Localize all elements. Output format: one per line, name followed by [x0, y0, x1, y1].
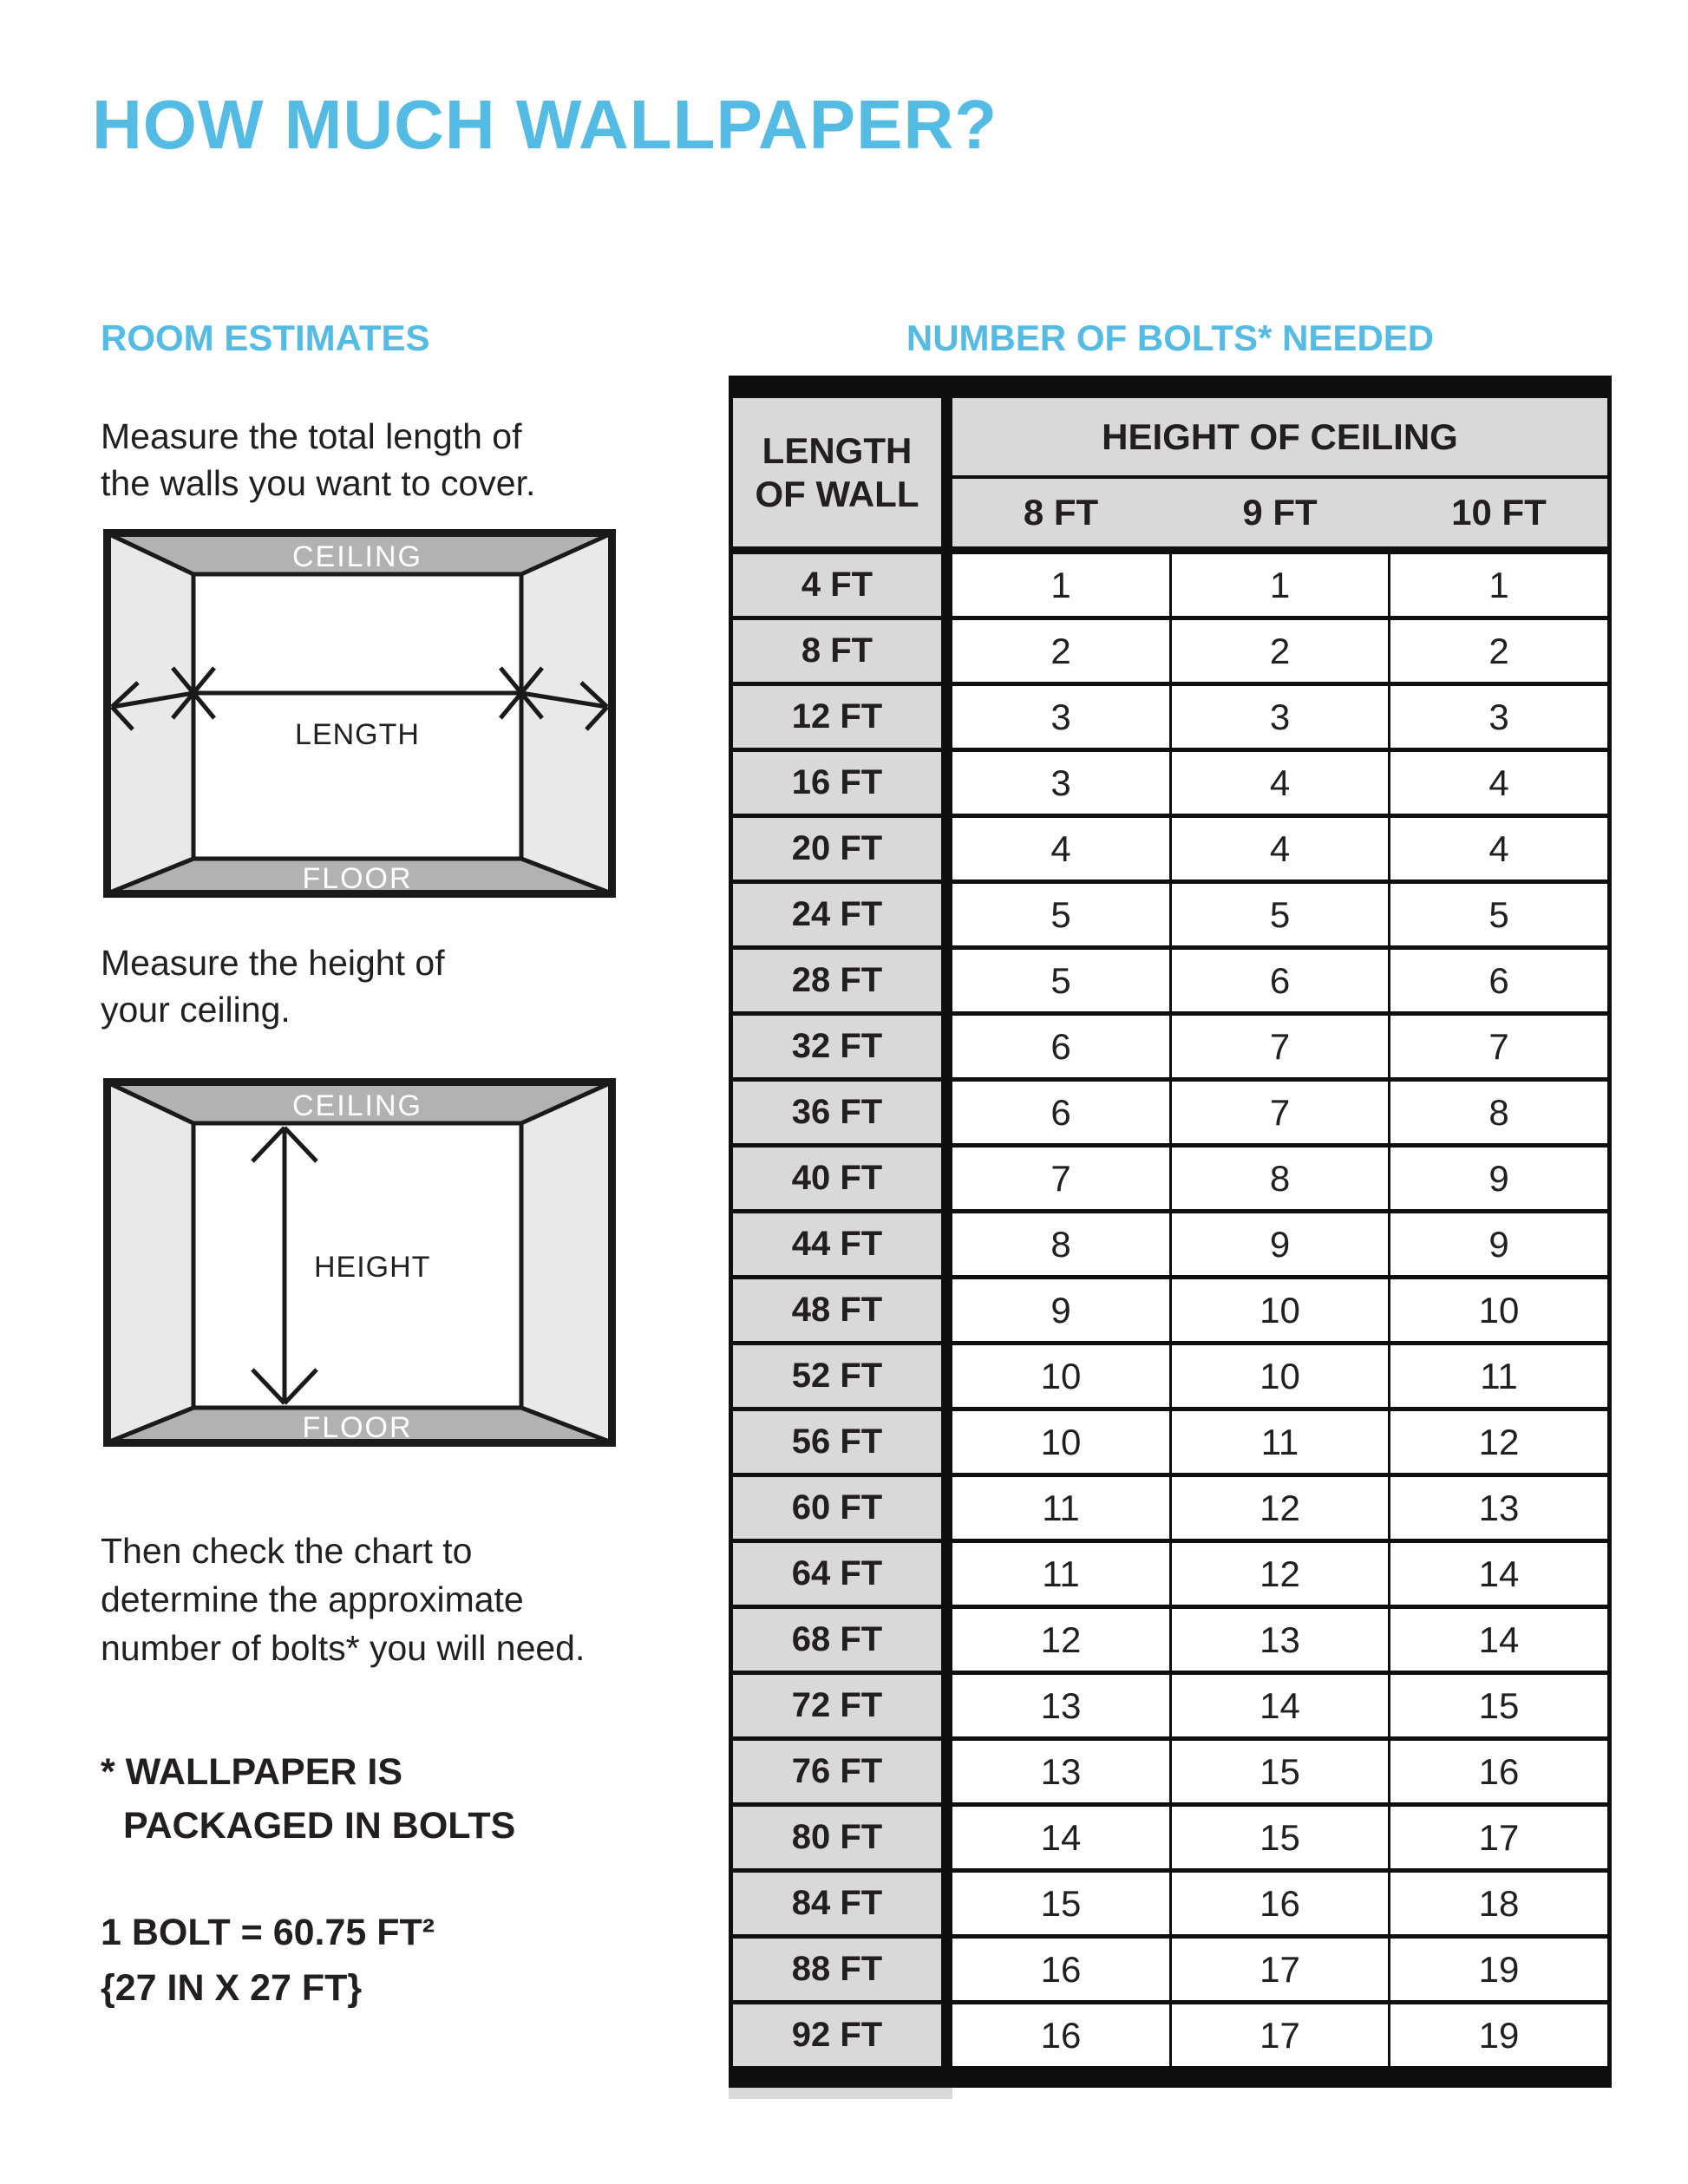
row-label: 88 FT [733, 1939, 941, 2000]
cell-9ft: 7 [1172, 1016, 1388, 1077]
row-label: 64 FT [733, 1543, 941, 1605]
check-chart-paragraph [101, 1527, 585, 1672]
table-vertical-divider [941, 1345, 952, 1407]
cell-9ft: 15 [1172, 1807, 1388, 1868]
table-row [733, 1939, 1607, 2004]
cell-10ft: 17 [1390, 1807, 1607, 1868]
paragraph-line: Measure the height of [101, 943, 445, 983]
page-title: HOW MUCH WALLPAPER? [92, 86, 998, 163]
row-label: 56 FT [733, 1411, 941, 1473]
footnote-line: {27 IN X 27 FT} [101, 1967, 363, 2009]
table-row [733, 1411, 1607, 1477]
footnote-line: * WALLPAPER IS [101, 1751, 403, 1793]
cell-9ft: 15 [1172, 1741, 1388, 1802]
row-label: 4 FT [733, 554, 941, 616]
cell-9ft: 9 [1172, 1213, 1388, 1275]
ceiling-label: CEILING [291, 540, 423, 573]
cell-9ft: 3 [1172, 686, 1388, 748]
row-label: 32 FT [733, 1016, 941, 1077]
cell-8ft: 16 [952, 1939, 1169, 2000]
table-vertical-divider [941, 1873, 952, 1934]
cell-9ft: 13 [1172, 1609, 1388, 1671]
cell-8ft: 11 [952, 1477, 1169, 1539]
cell-8ft: 2 [952, 620, 1169, 682]
row-label: 12 FT [733, 686, 941, 748]
table-row [733, 554, 1607, 620]
row-label: 76 FT [733, 1741, 941, 1802]
table-row [733, 1807, 1607, 1873]
room-height-diagram-svg [103, 1078, 616, 1447]
measure-length-paragraph [101, 413, 535, 507]
paragraph-line: your ceiling. [101, 990, 291, 1030]
table-vertical-divider [941, 686, 952, 748]
table-vertical-divider [941, 1213, 952, 1275]
header-line: LENGTH [762, 429, 913, 471]
room-estimates-heading: ROOM ESTIMATES [101, 317, 430, 358]
table-vertical-divider [941, 1082, 952, 1143]
cell-9ft: 6 [1172, 950, 1388, 1011]
table-row [733, 1675, 1607, 1741]
cell-8ft: 16 [952, 2004, 1169, 2066]
height-of-ceiling-header-group [952, 398, 1607, 546]
table-body [729, 554, 1612, 2070]
cell-9ft: 4 [1172, 752, 1388, 814]
cell-8ft: 11 [952, 1543, 1169, 1605]
bolts-table [729, 376, 1612, 2099]
row-label: 84 FT [733, 1873, 941, 1934]
cell-9ft: 10 [1172, 1279, 1388, 1341]
table-vertical-divider [941, 1807, 952, 1868]
cell-8ft: 6 [952, 1082, 1169, 1143]
cell-10ft: 19 [1390, 1939, 1607, 2000]
table-row [733, 1741, 1607, 1807]
cell-9ft: 4 [1172, 818, 1388, 879]
table-row [733, 884, 1607, 950]
cell-8ft: 14 [952, 1807, 1169, 1868]
cell-10ft: 4 [1390, 752, 1607, 814]
footnote-line: 1 BOLT = 60.75 FT² [101, 1912, 435, 1953]
table-vertical-divider [941, 1477, 952, 1539]
paragraph-line: number of bolts* you will need. [101, 1628, 586, 1668]
paragraph-line: Then check the chart to [101, 1531, 473, 1571]
table-vertical-divider [941, 1016, 952, 1077]
cell-10ft: 18 [1390, 1873, 1607, 1934]
table-vertical-divider [941, 620, 952, 682]
table-vertical-divider [941, 1675, 952, 1736]
cell-10ft: 19 [1390, 2004, 1607, 2066]
paragraph-line: the walls you want to cover. [101, 463, 536, 503]
table-vertical-divider [941, 752, 952, 814]
row-label: 40 FT [733, 1148, 941, 1209]
length-label: LENGTH [295, 718, 420, 751]
table-vertical-divider [941, 398, 952, 546]
cell-9ft: 7 [1172, 1082, 1388, 1143]
cell-9ft: 5 [1172, 884, 1388, 945]
table-vertical-divider [941, 2004, 952, 2066]
cell-10ft: 4 [1390, 818, 1607, 879]
table-row [733, 1213, 1607, 1279]
right-wall-surface [521, 1078, 616, 1447]
cell-10ft: 13 [1390, 1477, 1607, 1539]
table-header [729, 398, 1612, 554]
table-vertical-divider [941, 1411, 952, 1473]
cell-8ft: 10 [952, 1411, 1169, 1473]
table-vertical-divider [941, 818, 952, 879]
table-vertical-divider [941, 1543, 952, 1605]
subheader-10ft: 10 FT [1451, 492, 1547, 533]
row-label: 24 FT [733, 884, 941, 945]
subheader-8ft: 8 FT [1023, 492, 1099, 533]
table-row [733, 1873, 1607, 1939]
left-wall-surface [103, 1078, 193, 1447]
row-label: 28 FT [733, 950, 941, 1011]
subheader-9ft: 9 FT [1242, 492, 1318, 533]
cell-8ft: 5 [952, 884, 1169, 945]
ceiling-height-subheader-row [952, 479, 1607, 546]
cell-8ft: 5 [952, 950, 1169, 1011]
row-label: 72 FT [733, 1675, 941, 1736]
cell-9ft: 12 [1172, 1543, 1388, 1605]
cell-9ft: 16 [1172, 1873, 1388, 1934]
row-label: 68 FT [733, 1609, 941, 1671]
row-label: 80 FT [733, 1807, 941, 1868]
row-label: 52 FT [733, 1345, 941, 1407]
table-row [733, 950, 1607, 1016]
paragraph-line: determine the approximate [101, 1579, 524, 1619]
floor-label: FLOOR [302, 1411, 413, 1444]
height-label: HEIGHT [314, 1251, 431, 1284]
row-label: 36 FT [733, 1082, 941, 1143]
row-label: 60 FT [733, 1477, 941, 1539]
table-row [733, 1609, 1607, 1675]
cell-10ft: 3 [1390, 686, 1607, 748]
cell-8ft: 3 [952, 686, 1169, 748]
table-bottom-bar [729, 2070, 1612, 2088]
cell-9ft: 12 [1172, 1477, 1388, 1539]
back-wall [193, 574, 521, 859]
cell-9ft: 10 [1172, 1345, 1388, 1407]
cell-8ft: 12 [952, 1609, 1169, 1671]
row-label: 8 FT [733, 620, 941, 682]
cell-10ft: 9 [1390, 1148, 1607, 1209]
height-of-ceiling-header: HEIGHT OF CEILING [952, 398, 1607, 475]
cell-10ft: 16 [1390, 1741, 1607, 1802]
table-row [733, 818, 1607, 884]
cell-10ft: 12 [1390, 1411, 1607, 1473]
table-row [733, 1477, 1607, 1543]
cell-8ft: 4 [952, 818, 1169, 879]
table-vertical-divider [941, 950, 952, 1011]
cell-10ft: 7 [1390, 1016, 1607, 1077]
cell-10ft: 11 [1390, 1345, 1607, 1407]
cell-8ft: 9 [952, 1279, 1169, 1341]
cell-10ft: 1 [1390, 554, 1607, 616]
cell-8ft: 8 [952, 1213, 1169, 1275]
cell-10ft: 2 [1390, 620, 1607, 682]
table-row [733, 1345, 1607, 1411]
row-label: 48 FT [733, 1279, 941, 1341]
table-row [733, 1543, 1607, 1609]
row-label: 16 FT [733, 752, 941, 814]
room-length-diagram-svg [103, 529, 616, 898]
table-row [733, 620, 1607, 686]
table-row [733, 2004, 1607, 2070]
table-vertical-divider [941, 884, 952, 945]
table-row [733, 1082, 1607, 1148]
cell-10ft: 15 [1390, 1675, 1607, 1736]
cell-8ft: 15 [952, 1873, 1169, 1934]
cell-8ft: 13 [952, 1675, 1169, 1736]
cell-9ft: 11 [1172, 1411, 1388, 1473]
ceiling-label: CEILING [291, 1089, 423, 1122]
cell-8ft: 1 [952, 554, 1169, 616]
table-row [733, 1016, 1607, 1082]
table-vertical-divider [941, 554, 952, 616]
footnote-line: PACKAGED IN BOLTS [123, 1805, 516, 1847]
row-label: 44 FT [733, 1213, 941, 1275]
cell-8ft: 3 [952, 752, 1169, 814]
row-label: 20 FT [733, 818, 941, 879]
cell-8ft: 6 [952, 1016, 1169, 1077]
room-length-diagram [103, 529, 616, 898]
cell-10ft: 14 [1390, 1543, 1607, 1605]
table-vertical-divider [941, 1279, 952, 1341]
cell-10ft: 6 [1390, 950, 1607, 1011]
table-vertical-divider [941, 1939, 952, 2000]
length-of-wall-header [733, 398, 941, 546]
cell-10ft: 8 [1390, 1082, 1607, 1143]
cell-9ft: 17 [1172, 2004, 1388, 2066]
room-height-diagram [103, 1078, 616, 1447]
cell-8ft: 7 [952, 1148, 1169, 1209]
cell-8ft: 10 [952, 1345, 1169, 1407]
table-row [733, 1279, 1607, 1345]
bolts-table-heading: NUMBER OF BOLTS* NEEDED [906, 317, 1435, 358]
cell-9ft: 17 [1172, 1939, 1388, 2000]
header-line: OF WALL [755, 473, 919, 514]
table-row [733, 1148, 1607, 1213]
bolts-footnote [101, 1745, 515, 1853]
table-row [733, 752, 1607, 818]
cell-10ft: 5 [1390, 884, 1607, 945]
row-label: 92 FT [733, 2004, 941, 2066]
floor-label: FLOOR [302, 862, 413, 895]
cell-8ft: 13 [952, 1741, 1169, 1802]
cell-9ft: 8 [1172, 1148, 1388, 1209]
table-vertical-divider [941, 1148, 952, 1209]
cell-10ft: 10 [1390, 1279, 1607, 1341]
cell-9ft: 14 [1172, 1675, 1388, 1736]
bolt-size-footnote [101, 1905, 435, 2016]
table-vertical-divider [941, 1609, 952, 1671]
table-vertical-divider [941, 1741, 952, 1802]
table-gray-stub [729, 2088, 952, 2099]
cell-10ft: 14 [1390, 1609, 1607, 1671]
cell-9ft: 2 [1172, 620, 1388, 682]
cell-10ft: 9 [1390, 1213, 1607, 1275]
table-top-bar [729, 376, 1612, 398]
table-row [733, 686, 1607, 752]
measure-height-paragraph [101, 939, 445, 1033]
paragraph-line: Measure the total length of [101, 416, 522, 456]
cell-9ft: 1 [1172, 554, 1388, 616]
